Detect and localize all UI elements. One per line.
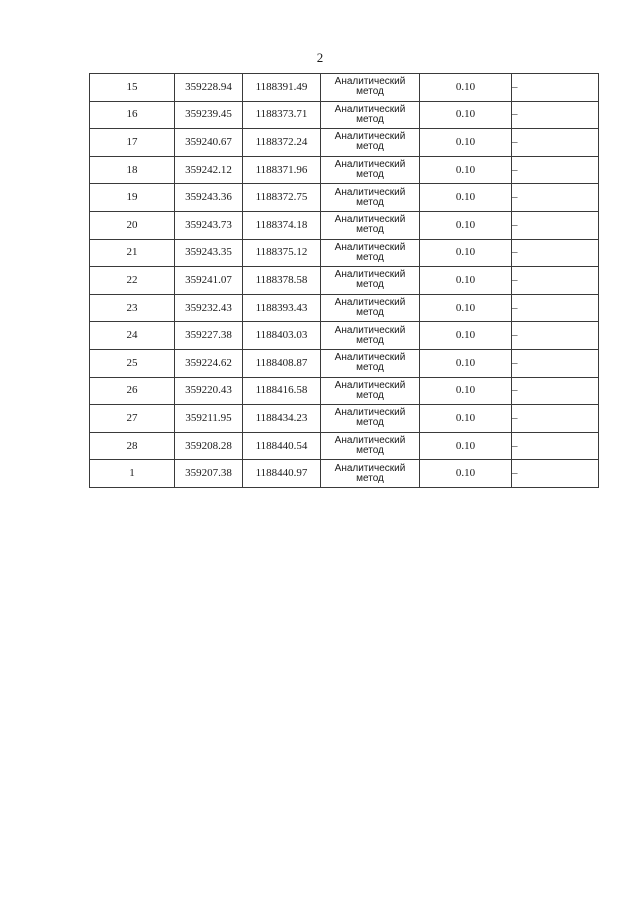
y-coordinate-cell: 1188434.23: [243, 405, 321, 433]
table-row: [90, 322, 599, 350]
description-cell: –: [512, 101, 599, 129]
table-row: [90, 405, 599, 433]
description-cell: –: [512, 377, 599, 405]
table-row: [90, 129, 599, 157]
accuracy-cell: 0.10: [420, 432, 512, 460]
description-cell: –: [512, 460, 599, 488]
y-coordinate-cell: 1188378.58: [243, 267, 321, 295]
accuracy-cell: 0.10: [420, 239, 512, 267]
table-row: [90, 267, 599, 295]
method-line: метод: [356, 169, 384, 181]
x-coordinate-cell: 359242.12: [175, 156, 243, 184]
method-line: Аналитический: [334, 407, 406, 419]
method-line: метод: [356, 362, 384, 374]
accuracy-cell: 0.10: [420, 156, 512, 184]
point-number-cell: 28: [90, 432, 175, 460]
method-line: метод: [356, 196, 384, 208]
point-number-cell: 23: [90, 294, 175, 322]
method-cell: [321, 239, 420, 267]
point-number-cell: 15: [90, 74, 175, 102]
table-row: [90, 156, 599, 184]
method-line: метод: [356, 417, 384, 429]
method-cell: [321, 349, 420, 377]
accuracy-cell: 0.10: [420, 377, 512, 405]
table-row: [90, 239, 599, 267]
y-coordinate-cell: 1188393.43: [243, 294, 321, 322]
point-number-cell: 1: [90, 460, 175, 488]
x-coordinate-cell: 359228.94: [175, 74, 243, 102]
method-line: Аналитический: [334, 103, 406, 115]
description-cell: –: [512, 322, 599, 350]
x-coordinate-cell: 359240.67: [175, 129, 243, 157]
page-number: 2: [316, 50, 324, 65]
x-coordinate-cell: 359243.35: [175, 239, 243, 267]
table-row: [90, 377, 599, 405]
method-line: Аналитический: [334, 269, 406, 281]
method-line: Аналитический: [334, 214, 406, 226]
point-number-cell: 24: [90, 322, 175, 350]
x-coordinate-cell: 359207.38: [175, 460, 243, 488]
table-row: [90, 294, 599, 322]
table-row: [90, 74, 599, 102]
accuracy-cell: 0.10: [420, 349, 512, 377]
accuracy-cell: 0.10: [420, 129, 512, 157]
y-coordinate-cell: 1188375.12: [243, 239, 321, 267]
y-coordinate-cell: 1188408.87: [243, 349, 321, 377]
accuracy-cell: 0.10: [420, 267, 512, 295]
x-coordinate-cell: 359232.43: [175, 294, 243, 322]
y-coordinate-cell: 1188416.58: [243, 377, 321, 405]
x-coordinate-cell: 359243.73: [175, 211, 243, 239]
method-cell: [321, 294, 420, 322]
method-line: метод: [356, 113, 384, 125]
point-number-cell: 25: [90, 349, 175, 377]
table-row: [90, 184, 599, 212]
accuracy-cell: 0.10: [420, 294, 512, 322]
method-line: Аналитический: [334, 462, 406, 474]
accuracy-cell: 0.10: [420, 405, 512, 433]
description-cell: –: [512, 239, 599, 267]
method-line: Аналитический: [334, 352, 406, 364]
x-coordinate-cell: 359220.43: [175, 377, 243, 405]
method-line: Аналитический: [334, 186, 406, 198]
method-cell: [321, 156, 420, 184]
coordinates-table-body: [90, 74, 599, 488]
method-line: метод: [356, 307, 384, 319]
y-coordinate-cell: 1188440.54: [243, 432, 321, 460]
coordinates-table: [89, 73, 599, 488]
point-number-cell: 22: [90, 267, 175, 295]
accuracy-cell: 0.10: [420, 460, 512, 488]
description-cell: –: [512, 432, 599, 460]
method-line: метод: [356, 279, 384, 291]
method-cell: [321, 405, 420, 433]
method-cell: [321, 432, 420, 460]
accuracy-cell: 0.10: [420, 184, 512, 212]
method-cell: [321, 129, 420, 157]
accuracy-cell: 0.10: [420, 101, 512, 129]
description-cell: –: [512, 349, 599, 377]
point-number-cell: 21: [90, 239, 175, 267]
x-coordinate-cell: 359208.28: [175, 432, 243, 460]
method-cell: [321, 101, 420, 129]
method-cell: [321, 322, 420, 350]
method-line: Аналитический: [334, 76, 406, 88]
y-coordinate-cell: 1188391.49: [243, 74, 321, 102]
table-row: [90, 432, 599, 460]
description-cell: –: [512, 184, 599, 212]
method-cell: [321, 377, 420, 405]
method-cell: [321, 267, 420, 295]
table-row: [90, 101, 599, 129]
method-cell: [321, 184, 420, 212]
point-number-cell: 19: [90, 184, 175, 212]
method-cell: [321, 211, 420, 239]
y-coordinate-cell: 1188373.71: [243, 101, 321, 129]
description-cell: –: [512, 129, 599, 157]
method-line: метод: [356, 141, 384, 153]
description-cell: –: [512, 211, 599, 239]
x-coordinate-cell: 359239.45: [175, 101, 243, 129]
point-number-cell: 18: [90, 156, 175, 184]
x-coordinate-cell: 359224.62: [175, 349, 243, 377]
method-line: метод: [356, 251, 384, 263]
method-line: метод: [356, 472, 384, 484]
method-line: метод: [356, 445, 384, 457]
accuracy-cell: 0.10: [420, 74, 512, 102]
method-line: Аналитический: [334, 297, 406, 309]
description-cell: –: [512, 267, 599, 295]
method-line: метод: [356, 86, 384, 98]
y-coordinate-cell: 1188372.24: [243, 129, 321, 157]
accuracy-cell: 0.10: [420, 211, 512, 239]
method-line: Аналитический: [334, 379, 406, 391]
description-cell: –: [512, 74, 599, 102]
description-cell: –: [512, 405, 599, 433]
description-cell: –: [512, 156, 599, 184]
method-line: Аналитический: [334, 435, 406, 447]
method-line: метод: [356, 334, 384, 346]
method-line: Аналитический: [334, 159, 406, 171]
y-coordinate-cell: 1188440.97: [243, 460, 321, 488]
point-number-cell: 16: [90, 101, 175, 129]
description-cell: –: [512, 294, 599, 322]
y-coordinate-cell: 1188403.03: [243, 322, 321, 350]
accuracy-cell: 0.10: [420, 322, 512, 350]
method-line: Аналитический: [334, 131, 406, 143]
x-coordinate-cell: 359241.07: [175, 267, 243, 295]
table-row: [90, 349, 599, 377]
method-line: Аналитический: [334, 241, 406, 253]
y-coordinate-cell: 1188374.18: [243, 211, 321, 239]
table-row: [90, 460, 599, 488]
point-number-cell: 26: [90, 377, 175, 405]
method-line: Аналитический: [334, 324, 406, 336]
point-number-cell: 17: [90, 129, 175, 157]
table-row: [90, 211, 599, 239]
y-coordinate-cell: 1188372.75: [243, 184, 321, 212]
x-coordinate-cell: 359227.38: [175, 322, 243, 350]
method-cell: [321, 460, 420, 488]
y-coordinate-cell: 1188371.96: [243, 156, 321, 184]
x-coordinate-cell: 359211.95: [175, 405, 243, 433]
point-number-cell: 27: [90, 405, 175, 433]
point-number-cell: 20: [90, 211, 175, 239]
method-line: метод: [356, 389, 384, 401]
method-line: метод: [356, 224, 384, 236]
method-cell: [321, 74, 420, 102]
x-coordinate-cell: 359243.36: [175, 184, 243, 212]
